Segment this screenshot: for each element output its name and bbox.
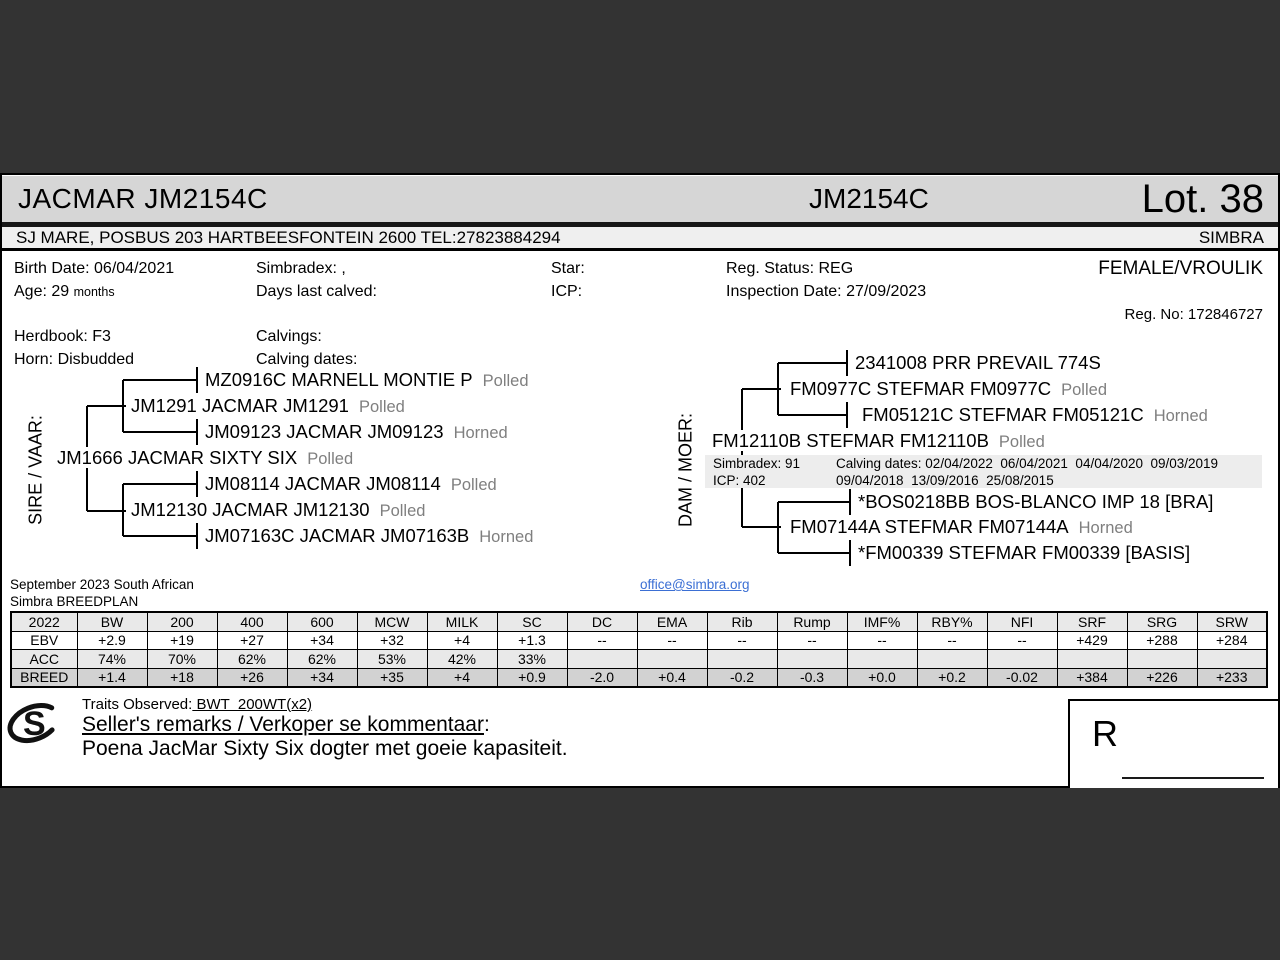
pedigree-node — [131, 395, 405, 418]
breedplan-cell: -2.0 — [567, 668, 637, 687]
breedplan-cell — [777, 650, 847, 669]
breedplan-cell: +0.9 — [497, 668, 567, 687]
pedigree-node — [855, 352, 1111, 375]
pedigree-node — [131, 499, 425, 522]
traits-value: BWT 200WT(x2) — [192, 696, 313, 713]
breedplan-cell: 62% — [217, 650, 287, 669]
breedplan-cell: +0.2 — [917, 668, 987, 687]
dam-calving-dates-1: Calving dates: 02/04/2022 06/04/2021 04/04/2020 09/03/2019 — [836, 456, 1219, 471]
breedplan-cell: -- — [777, 631, 847, 650]
breedplan-cell: +384 — [1057, 668, 1127, 687]
remarks-heading — [82, 713, 490, 737]
horn-tag: Polled — [358, 398, 405, 416]
breedplan-header-cell: DC — [567, 612, 637, 631]
calving-dates: Calving dates: — [256, 351, 358, 368]
pedigree-node — [205, 473, 497, 496]
age — [14, 282, 115, 302]
breedplan-cell — [567, 650, 637, 669]
horn-tag: Polled — [307, 450, 354, 468]
days-last-calved: Days last calved: — [256, 283, 377, 300]
breedplan-cell: +32 — [357, 631, 427, 650]
breedplan-cell: +1.4 — [77, 668, 147, 687]
birth-date: Birth Date: 06/04/2021 — [14, 260, 175, 277]
horn-tag: Horned — [1078, 519, 1133, 537]
breedplan-header-cell: NFI — [987, 612, 1057, 631]
breedplan-cell — [1127, 650, 1197, 669]
breedplan-header-cell: 400 — [217, 612, 287, 631]
pedigree-name: FM12110B STEFMAR FM12110B — [712, 430, 989, 451]
remarks-text: Poena JacMar Sixty Six dogter met goeie kapasiteit. — [82, 737, 568, 760]
breedplan-cell: +34 — [287, 668, 357, 687]
pedigree-node — [205, 525, 533, 548]
breedplan-cell — [1057, 650, 1127, 669]
currency-symbol: R — [1092, 713, 1118, 754]
horn-status: Horn: Disbudded — [14, 351, 135, 368]
breedplan-cell: +0.4 — [637, 668, 707, 687]
breedplan-table — [10, 611, 1268, 688]
pedigree-name: JM07163C JACMAR JM07163B — [205, 525, 470, 546]
breedplan-cell: -0.02 — [987, 668, 1057, 687]
breedplan-header-cell: RBY% — [917, 612, 987, 631]
breedplan-cell: 62% — [287, 650, 357, 669]
pedigree-name: JM08114 JACMAR JM08114 — [205, 473, 441, 494]
dam-axis-label: DAM / MOER: — [675, 412, 696, 528]
horn-tag: Polled — [379, 502, 426, 520]
calvings: Calvings: — [256, 328, 322, 345]
breedplan-header-cell: SRG — [1127, 612, 1197, 631]
breedplan-header-cell: EMA — [637, 612, 707, 631]
lot-number: Lot. 38 — [1141, 176, 1264, 221]
breedplan-row-label: BREED — [11, 668, 77, 687]
simbradex: Simbradex: , — [256, 260, 346, 277]
breedplan-cell: -0.2 — [707, 668, 777, 687]
breedplan-row — [11, 668, 1267, 687]
breedplan-cell: +4 — [427, 668, 497, 687]
breedplan-cell: +284 — [1197, 631, 1267, 650]
breed-name: SIMBRA — [1198, 227, 1264, 247]
price-box — [1068, 699, 1278, 788]
remarks-heading-text: Seller's remarks / Verkoper se kommentaar — [82, 713, 484, 736]
breedplan-header-cell: 2022 — [11, 612, 77, 631]
breedplan-cell: +0.0 — [847, 668, 917, 687]
breedplan-cell: +18 — [147, 668, 217, 687]
breedplan-cell: 42% — [427, 650, 497, 669]
breedplan-row — [11, 650, 1267, 669]
pedigree-name: JM09123 JACMAR JM09123 — [205, 421, 444, 442]
horn-tag: Polled — [450, 476, 497, 494]
breedplan-tbody — [11, 612, 1267, 687]
pedigree-node — [858, 491, 1223, 514]
breedplan-caption-2: Simbra BREEDPLAN — [10, 594, 139, 609]
pedigree-node — [205, 369, 529, 392]
price-blank-line — [1122, 777, 1264, 779]
pedigree-name: FM0977C STEFMAR FM0977C — [790, 378, 1052, 399]
breedplan-cell: -0.3 — [777, 668, 847, 687]
remarks-colon: : — [483, 713, 490, 736]
breedplan-caption-1: September 2023 South African — [10, 577, 194, 592]
breedplan-cell: +19 — [147, 631, 217, 650]
age-unit: months — [73, 285, 115, 299]
animal-id: JM2154C — [809, 183, 929, 214]
pedigree-name: JM1666 JACMAR SIXTY SIX — [57, 447, 298, 468]
simbra-logo-icon — [3, 693, 65, 757]
breedplan-header-cell: SC — [497, 612, 567, 631]
breedplan-cell — [637, 650, 707, 669]
sex-label: FEMALE/VROULIK — [1098, 258, 1263, 279]
breedplan-cell: -- — [567, 631, 637, 650]
pedigree-name: JM1291 JACMAR JM1291 — [131, 395, 349, 416]
breedplan-header-cell: SRW — [1197, 612, 1267, 631]
breedplan-header-cell: IMF% — [847, 612, 917, 631]
breedplan-header-cell: SRF — [1057, 612, 1127, 631]
logo-letter: S — [23, 705, 46, 743]
pedigree-node — [205, 421, 508, 444]
breedplan-cell — [987, 650, 1057, 669]
pedigree-name: FM07144A STEFMAR FM07144A — [790, 516, 1069, 537]
breedplan-cell: -- — [917, 631, 987, 650]
animal-title: JACMAR JM2154C — [18, 183, 268, 214]
dam-icp: ICP: 402 — [713, 473, 766, 488]
breedplan-header-cell: MCW — [357, 612, 427, 631]
horn-tag: Polled — [998, 433, 1045, 451]
pedigree-node-sire — [57, 447, 353, 470]
breedplan-cell: +34 — [287, 631, 357, 650]
email-link[interactable]: office@simbra.org — [640, 577, 750, 592]
pedigree-node — [790, 516, 1133, 539]
pedigree-name: *BOS0218BB BOS-BLANCO IMP 18 [BRA] — [858, 491, 1214, 512]
breedplan-header-cell: BW — [77, 612, 147, 631]
breedplan-cell: +233 — [1197, 668, 1267, 687]
pedigree-node — [862, 404, 1208, 427]
breedplan-cell: +288 — [1127, 631, 1197, 650]
breedplan-table-wrap — [10, 611, 1268, 688]
breedplan-cell: +4 — [427, 631, 497, 650]
reg-status: Reg. Status: REG — [726, 260, 854, 277]
breedplan-cell: +27 — [217, 631, 287, 650]
breedplan-cell: +26 — [217, 668, 287, 687]
breedplan-cell: 53% — [357, 650, 427, 669]
horn-tag: Horned — [479, 528, 534, 546]
pedigree-node-dam — [712, 430, 1045, 453]
reg-no: Reg. No: 172846727 — [1124, 306, 1263, 323]
breedplan-cell: -- — [637, 631, 707, 650]
dam-simbradex: Simbradex: 91 — [713, 456, 801, 471]
breedplan-row-label: EBV — [11, 631, 77, 650]
breedplan-row-label: ACC — [11, 650, 77, 669]
breedplan-cell: -- — [987, 631, 1057, 650]
horn-tag: Polled — [482, 372, 529, 390]
breedplan-cell — [917, 650, 987, 669]
breedplan-header-cell: Rib — [707, 612, 777, 631]
pedigree-name: JM12130 JACMAR JM12130 — [131, 499, 370, 520]
breedplan-cell: 33% — [497, 650, 567, 669]
breedplan-cell — [847, 650, 917, 669]
herdbook: Herdbook: F3 — [14, 328, 111, 345]
breedplan-cell: -- — [847, 631, 917, 650]
breedplan-cell: +2.9 — [77, 631, 147, 650]
breedplan-header-cell: 600 — [287, 612, 357, 631]
horn-tag: Polled — [1061, 381, 1107, 399]
pedigree-name: *FM00339 STEFMAR FM00339 [BASIS] — [858, 542, 1191, 563]
sire-axis-label: SIRE / VAAR: — [25, 415, 46, 525]
age-value: Age: 29 — [14, 283, 70, 300]
breedplan-cell: 70% — [147, 650, 217, 669]
traits-label: Traits Observed: — [82, 696, 193, 713]
dam-performance-box — [705, 455, 1262, 488]
pedigree-name: MZ0916C MARNELL MONTIE P — [205, 369, 473, 390]
pedigree-name: 2341008 PRR PREVAIL 774S — [855, 352, 1101, 373]
seller-bar — [2, 227, 1278, 251]
breedplan-cell: -- — [707, 631, 777, 650]
horn-tag: Horned — [453, 424, 508, 442]
pedigree-node — [790, 378, 1107, 401]
breedplan-cell: +226 — [1127, 668, 1197, 687]
icp: ICP: — [551, 283, 583, 300]
breedplan-row — [11, 631, 1267, 650]
breedplan-cell — [707, 650, 777, 669]
pedigree-name: FM05121C STEFMAR FM05121C — [862, 404, 1144, 425]
dam-calving-dates-2: 09/04/2018 13/09/2016 25/08/2015 — [836, 473, 1054, 488]
pedigree-node — [858, 542, 1200, 565]
breedplan-cell: 74% — [77, 650, 147, 669]
breedplan-header-cell: Rump — [777, 612, 847, 631]
horn-tag: Horned — [1153, 407, 1208, 425]
inspection-date: Inspection Date: 27/09/2023 — [726, 283, 927, 300]
breedplan-header-cell: MILK — [427, 612, 497, 631]
traits-observed — [82, 696, 312, 713]
seller-contact: SJ MARE, POSBUS 203 HARTBEESFONTEIN 2600 TEL:27823884294 — [16, 227, 561, 247]
breedplan-cell: +429 — [1057, 631, 1127, 650]
star: Star: — [551, 260, 585, 277]
breedplan-cell: +35 — [357, 668, 427, 687]
breedplan-header-cell: 200 — [147, 612, 217, 631]
title-bar — [2, 176, 1278, 227]
breedplan-cell: +1.3 — [497, 631, 567, 650]
breedplan-cell — [1197, 650, 1267, 669]
